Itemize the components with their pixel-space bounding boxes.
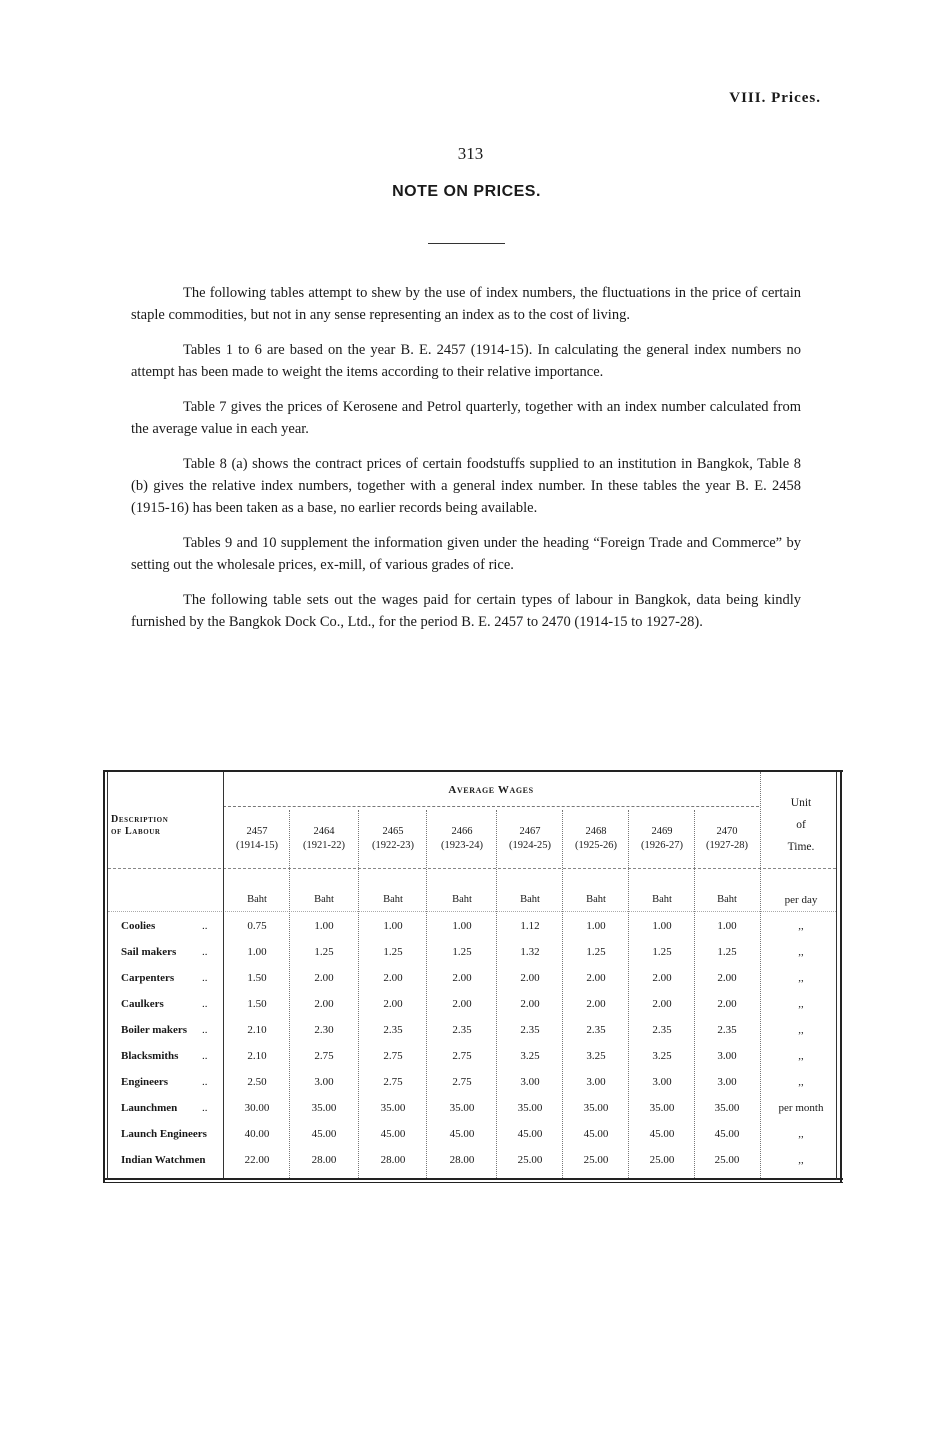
unit-cell: ,, [798,1076,804,1088]
wage-cell: 2.10 [247,1024,267,1036]
row-label: Launch Engineers [121,1128,207,1140]
wage-cell: 45.00 [311,1128,337,1140]
table-bottom-rule [103,1178,843,1180]
column-divider [496,810,497,1178]
row-label: Blacksmiths [121,1050,179,1062]
wage-cell: 40.00 [244,1128,270,1140]
column-period: (1921-22) [303,840,345,851]
column-divider [628,810,629,1178]
row-leader-dots: .. [202,920,208,932]
column-year: 2466 [451,826,473,837]
row-leader-dots: .. [202,972,208,984]
row-leader-dots: .. [202,1102,208,1114]
wage-cell: 2.35 [383,1024,403,1036]
wage-cell: 45.00 [649,1128,675,1140]
wage-cell: 25.00 [649,1154,675,1166]
wage-cell: 1.00 [383,920,403,932]
description-header-line1: Description [111,814,169,825]
row-label: Coolies [121,920,156,932]
paragraph-4: Table 8 (a) shows the contract prices of certain foodstuffs supplied to an institution in Bangkok, Table 8 (b) gives the relative index numbers, together with a general index number. In these tables the year B. E. 2458 (1915-16) has been taken as a base, no earlier records being available. [131,456,801,516]
wage-cell: 22.00 [244,1154,270,1166]
wage-cell: 2.50 [247,1076,267,1088]
column-divider [694,810,695,1178]
wage-cell: 2.30 [314,1024,334,1036]
wages-table [103,770,843,1184]
row-label: Boiler makers [121,1024,188,1036]
wage-cell: 3.00 [652,1076,672,1088]
wage-cell: 35.00 [583,1102,609,1114]
wage-cell: 1.32 [520,946,540,958]
column-period: (1925-26) [575,840,617,851]
body-text [131,282,801,646]
wage-cell: 1.25 [652,946,672,958]
wage-cell: 25.00 [714,1154,740,1166]
wage-cell: 45.00 [714,1128,740,1140]
description-header-line2: of Labour [111,826,161,837]
wage-cell: 2.35 [652,1024,672,1036]
wage-cell: 1.00 [652,920,672,932]
unit-cell: ,, [798,998,804,1010]
wage-cell: 2.75 [383,1050,403,1062]
wage-cell: 2.00 [520,972,540,984]
column-currency: Baht [452,894,472,905]
wage-cell: 2.10 [247,1050,267,1062]
row-label: Launchmen [121,1102,178,1114]
wage-cell: 45.00 [583,1128,609,1140]
wage-cell: 45.00 [380,1128,406,1140]
column-currency: Baht [314,894,334,905]
average-wages-header: Average Wages [448,784,534,796]
column-divider [426,810,427,1178]
column-currency: Baht [520,894,540,905]
wage-cell: 3.00 [717,1050,737,1062]
column-year: 2469 [651,826,673,837]
wage-cell: 1.50 [247,972,267,984]
subheader-rule [108,911,836,912]
unit-cell: ,, [798,1154,804,1166]
unit-header-line2: of [796,819,806,831]
wage-cell: 35.00 [311,1102,337,1114]
row-label: Carpenters [121,972,175,984]
wage-cell: 2.75 [452,1050,472,1062]
wage-cell: 35.00 [649,1102,675,1114]
unit-header-line1: Unit [790,797,812,809]
column-currency: Baht [717,894,737,905]
paragraph-6: The following table sets out the wages paid for certain types of labour in Bangkok, data being kindly furnished by the Bangkok Dock Co., Ltd., for the period B. E. 2457 to 2470 (1914-15 to 1927-28). [131,592,801,630]
row-label: Sail makers [121,946,177,958]
column-year: 2467 [519,826,541,837]
row-leader-dots: .. [202,946,208,958]
wage-cell: 30.00 [244,1102,270,1114]
row-leader-dots: .. [202,1050,208,1062]
wage-cell: 2.00 [383,998,403,1010]
page-title: NOTE ON PRICES. [392,183,541,200]
column-period: (1914-15) [236,840,278,851]
wage-cell: 2.00 [452,998,472,1010]
column-divider [358,810,359,1178]
unit-header [761,792,841,858]
wage-cell: 1.00 [586,920,606,932]
wage-cell: 25.00 [583,1154,609,1166]
column-year: 2457 [246,826,268,837]
wage-cell: 2.00 [652,972,672,984]
paragraph-3: Table 7 gives the prices of Kerosene and Petrol quarterly, together with an index number calculated from the average value in each year. [131,399,801,437]
unit-header-line3: Time. [787,841,815,853]
wage-cell: 3.25 [586,1050,606,1062]
title-rule [428,243,505,244]
wage-cell: 1.00 [452,920,472,932]
wage-cell: 25.00 [517,1154,543,1166]
wage-cell: 1.00 [314,920,334,932]
column-currency: Baht [247,894,267,905]
table-left-border-inner [107,772,108,1180]
column-year: 2470 [716,826,738,837]
wage-cell: 2.00 [314,972,334,984]
group-header-rule [223,806,759,807]
row-leader-dots: .. [202,1076,208,1088]
column-period: (1922-23) [372,840,414,851]
running-head: VIII. Prices. [729,90,821,106]
wage-cell: 3.00 [717,1076,737,1088]
paragraph-1: The following tables attempt to shew by the use of index numbers, the fluctuations in the price of certain staple commodities, but not in any sense representing an index as to the cost of living. [131,285,801,323]
wage-cell: 2.00 [717,998,737,1010]
column-period: (1926-27) [641,840,683,851]
wage-cell: 2.35 [452,1024,472,1036]
wage-cell: 3.25 [652,1050,672,1062]
wage-cell: 2.00 [452,972,472,984]
unit-cell: ,, [798,1128,804,1140]
row-leader-dots: .. [202,998,208,1010]
column-year: 2464 [313,826,335,837]
wage-cell: 1.25 [717,946,737,958]
wage-cell: 2.75 [314,1050,334,1062]
table-left-border [103,770,105,1182]
wage-cell: 2.00 [717,972,737,984]
unit-cell: ,, [798,920,804,932]
unit-cell: ,, [798,1024,804,1036]
wage-cell: 1.00 [247,946,267,958]
row-label: Indian Watchmen [121,1154,206,1166]
wage-cell: 2.00 [314,998,334,1010]
wage-cell: 28.00 [311,1154,337,1166]
unit-subheader: per day [784,894,818,906]
paragraph-5: Tables 9 and 10 supplement the information given under the heading “Foreign Trade and Commerce” by setting out the wholesale prices, ex-mill, of various grades of rice. [131,535,801,573]
column-divider [289,810,290,1178]
description-column-divider [223,772,224,1178]
wage-cell: 2.35 [586,1024,606,1036]
wage-cell: 35.00 [517,1102,543,1114]
wage-cell: 1.00 [717,920,737,932]
column-period: (1923-24) [441,840,483,851]
table-top-rule [103,770,843,772]
wage-cell: 0.75 [247,920,267,932]
wage-cell: 2.00 [652,998,672,1010]
column-year: 2465 [382,826,404,837]
column-period: (1927-28) [706,840,748,851]
wage-cell: 2.75 [452,1076,472,1088]
wage-cell: 1.50 [247,998,267,1010]
unit-cell: ,, [798,946,804,958]
wage-cell: 35.00 [714,1102,740,1114]
unit-cell: ,, [798,1050,804,1062]
wage-cell: 3.25 [520,1050,540,1062]
wage-cell: 45.00 [449,1128,475,1140]
wage-cell: 3.00 [586,1076,606,1088]
column-divider [562,810,563,1178]
description-header [111,814,211,838]
table-bottom-rule-thin [103,1182,843,1183]
wage-cell: 2.75 [383,1076,403,1088]
wage-cell: 35.00 [380,1102,406,1114]
wage-cell: 1.25 [586,946,606,958]
wage-cell: 35.00 [449,1102,475,1114]
header-rule [108,868,836,869]
wage-cell: 2.00 [586,972,606,984]
unit-cell: per month [778,1102,824,1114]
wage-cell: 45.00 [517,1128,543,1140]
column-year: 2468 [585,826,607,837]
column-currency: Baht [652,894,672,905]
column-currency: Baht [586,894,606,905]
column-period: (1924-25) [509,840,551,851]
wage-cell: 2.35 [520,1024,540,1036]
wage-cell: 2.00 [586,998,606,1010]
wage-cell: 1.25 [383,946,403,958]
wage-cell: 3.00 [520,1076,540,1088]
wage-cell: 28.00 [449,1154,475,1166]
unit-cell: ,, [798,972,804,984]
wage-cell: 2.00 [520,998,540,1010]
wage-cell: 3.00 [314,1076,334,1088]
paragraph-2: Tables 1 to 6 are based on the year B. E. 2457 (1914-15). In calculating the general index numbers no attempt has been made to weight the items according to their relative importance. [131,342,801,380]
row-label: Engineers [121,1076,169,1088]
wage-cell: 1.25 [452,946,472,958]
wage-cell: 2.00 [383,972,403,984]
column-currency: Baht [383,894,403,905]
row-label: Caulkers [121,998,164,1010]
row-leader-dots: .. [202,1024,208,1036]
wage-cell: 1.25 [314,946,334,958]
wage-cell: 28.00 [380,1154,406,1166]
wage-cell: 1.12 [520,920,540,932]
page-number: 313 [457,144,484,163]
column-divider [760,772,761,1178]
wage-cell: 2.35 [717,1024,737,1036]
